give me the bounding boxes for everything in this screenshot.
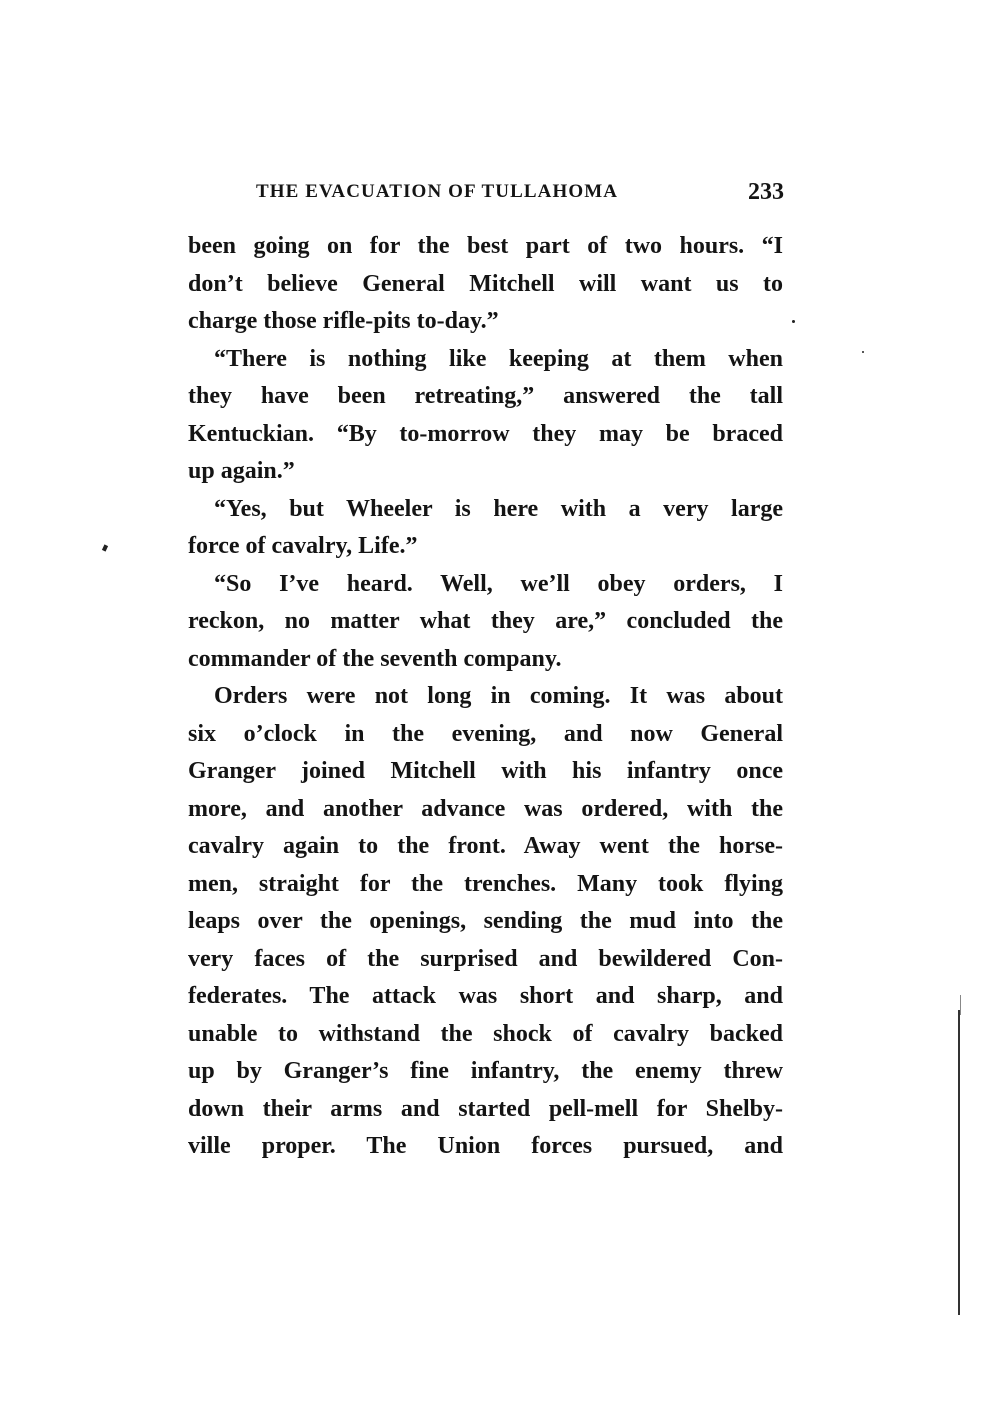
text-line: charge those rifle-pits to-day.” — [188, 308, 499, 334]
text-line: been going on for the best part of two hours. “I — [188, 233, 783, 259]
scan-speck — [102, 544, 108, 551]
text-line: down their arms and started pell-mell for Shelby- — [188, 1095, 783, 1122]
scan-speck — [862, 351, 864, 353]
text-line: leaps over the openings, sending the mud into the — [188, 908, 783, 934]
scan-speck — [792, 320, 795, 323]
running-title: THE EVACUATION OF TULLAHOMA — [256, 181, 619, 202]
text-line: “So I’ve heard. Well, we’ll obey orders, I — [214, 570, 783, 597]
page-number: 233 — [748, 179, 784, 205]
text-line: don’t believe General Mitchell will want us to — [188, 270, 783, 297]
text-line: unable to withstand the shock of cavalry backed — [188, 1020, 783, 1047]
text-line: men, straight for the trenches. Many took flying — [188, 870, 783, 897]
text-line: Kentuckian. “By to-morrow they may be braced — [188, 420, 783, 447]
text-line: force of cavalry, Life.” — [188, 533, 418, 559]
text-line: more, and another advance was ordered, with the — [188, 795, 783, 822]
text-line: “There is nothing like keeping at them when — [214, 345, 783, 372]
running-header — [256, 177, 784, 207]
text-line: very faces of the surprised and bewildered Con- — [188, 945, 783, 972]
text-line: reckon, no matter what they are,” concluded the — [188, 608, 783, 634]
scan-edge-line — [958, 1010, 960, 1315]
text-line: up by Granger’s fine infantry, the enemy threw — [188, 1058, 783, 1084]
scan-edge-line-faint — [960, 995, 961, 1015]
text-line: federates. The attack was short and sharp, and — [188, 983, 783, 1009]
text-line: commander of the seventh company. — [188, 645, 562, 672]
text-line: “Yes, but Wheeler is here with a very large — [214, 495, 783, 522]
text-line: six o’clock in the evening, and now General — [188, 720, 783, 747]
text-line: ville proper. The Union forces pursued, and — [188, 1133, 783, 1159]
text-line: up again.” — [188, 458, 295, 484]
body-text — [188, 228, 783, 1166]
text-line: cavalry again to the front. Away went the horse- — [188, 833, 783, 859]
text-line: Granger joined Mitchell with his infantry once — [188, 758, 783, 784]
text-line: they have been retreating,” answered the tall — [188, 383, 783, 409]
text-line: Orders were not long in coming. It was about — [214, 683, 783, 709]
